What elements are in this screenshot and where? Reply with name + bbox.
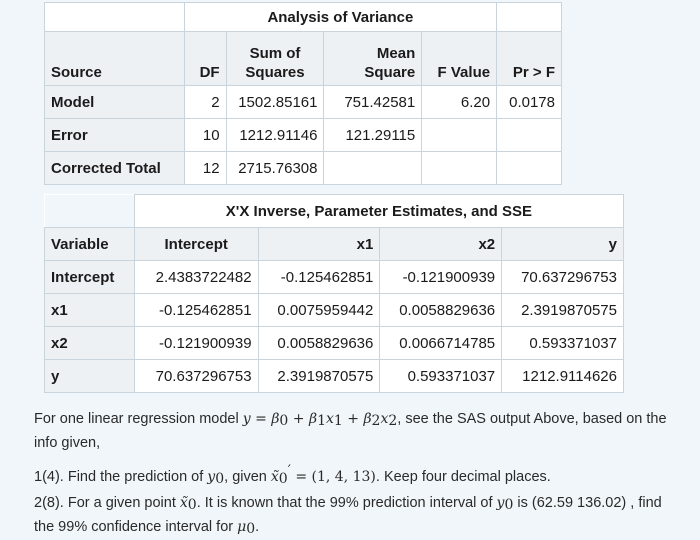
row-f bbox=[422, 119, 497, 152]
xpx-header-y: y bbox=[502, 228, 624, 261]
cell-value: 70.637296753 bbox=[502, 261, 624, 294]
cell-value: 1212.9114626 bbox=[502, 360, 624, 393]
anova-header-ss: Sum of Squares bbox=[226, 32, 324, 86]
cell-value: 0.593371037 bbox=[380, 360, 502, 393]
anova-header-f: F Value bbox=[422, 32, 497, 86]
row-variable: x1 bbox=[45, 294, 135, 327]
xpx-header-x1: x1 bbox=[258, 228, 380, 261]
row-p bbox=[497, 152, 562, 185]
row-ss: 2715.76308 bbox=[226, 152, 324, 185]
cell-value: 2.4383722482 bbox=[134, 261, 258, 294]
row-source: Model bbox=[45, 86, 185, 119]
cell-value: 0.0058829636 bbox=[258, 327, 380, 360]
row-source: Error bbox=[45, 119, 185, 152]
anova-row bbox=[45, 119, 562, 152]
row-variable: Intercept bbox=[45, 261, 135, 294]
cell-value: -0.121900939 bbox=[380, 261, 502, 294]
cell-value: 0.0066714785 bbox=[380, 327, 502, 360]
row-f: 6.20 bbox=[422, 86, 497, 119]
xpx-row bbox=[45, 294, 624, 327]
cell-value: 2.3919870575 bbox=[258, 360, 380, 393]
row-ms: 751.42581 bbox=[324, 86, 422, 119]
xpx-inverse-table bbox=[44, 194, 624, 393]
row-source: Corrected Total bbox=[45, 152, 185, 185]
cell-value: 0.593371037 bbox=[502, 327, 624, 360]
anova-header-df: DF bbox=[184, 32, 226, 86]
xpx-header-intercept: Intercept bbox=[134, 228, 258, 261]
xpx-header-variable: Variable bbox=[45, 228, 135, 261]
row-ms bbox=[324, 152, 422, 185]
cell-value: 2.3919870575 bbox=[502, 294, 624, 327]
row-ms: 121.29115 bbox=[324, 119, 422, 152]
row-p bbox=[497, 119, 562, 152]
anova-header-source: Source bbox=[45, 32, 185, 86]
cell-value: 0.0075959442 bbox=[258, 294, 380, 327]
anova-row bbox=[45, 152, 562, 185]
row-variable: x2 bbox=[45, 327, 135, 360]
anova-title: Analysis of Variance bbox=[184, 3, 496, 32]
row-variable: y bbox=[45, 360, 135, 393]
xpx-row bbox=[45, 261, 624, 294]
row-f bbox=[422, 152, 497, 185]
cell-value: -0.125462851 bbox=[258, 261, 380, 294]
cell-value: -0.125462851 bbox=[134, 294, 258, 327]
cell-value: -0.121900939 bbox=[134, 327, 258, 360]
row-df: 2 bbox=[184, 86, 226, 119]
xpx-row bbox=[45, 360, 624, 393]
row-ss: 1212.91146 bbox=[226, 119, 324, 152]
row-df: 10 bbox=[184, 119, 226, 152]
row-df: 12 bbox=[184, 152, 226, 185]
anova-row bbox=[45, 86, 562, 119]
regression-equation: y bbox=[242, 411, 251, 427]
row-ss: 1502.85161 bbox=[226, 86, 324, 119]
xpx-title: X'X Inverse, Parameter Estimates, and SSE bbox=[134, 195, 623, 228]
row-p: 0.0178 bbox=[497, 86, 562, 119]
anova-header-ms: Mean Square bbox=[324, 32, 422, 86]
anova-table bbox=[44, 2, 562, 185]
cell-value: 70.637296753 bbox=[134, 360, 258, 393]
question-intro: For one linear regression model $y = \beta_0 + \beta_1x_1 + \beta_2x_2$, see the SAS output Above, based on the info given, bbox=[34, 411, 667, 451]
anova-header-p: Pr > F bbox=[497, 32, 562, 86]
question-1: 1(4). Find the prediction of $y_0$, given $x̃_0' = (1$, 4, 13). Keep four decimal places. bbox=[34, 463, 551, 487]
xpx-header-x2: x2 bbox=[380, 228, 502, 261]
xpx-row bbox=[45, 327, 624, 360]
question-2: 2(8). For a given point $x̃_0$. It is known that the 99% prediction interval of $y_0$ is (62.59 136.02) , find the 99% confidence interval for $\mu_0$. bbox=[34, 495, 662, 537]
cell-value: 0.0058829636 bbox=[380, 294, 502, 327]
